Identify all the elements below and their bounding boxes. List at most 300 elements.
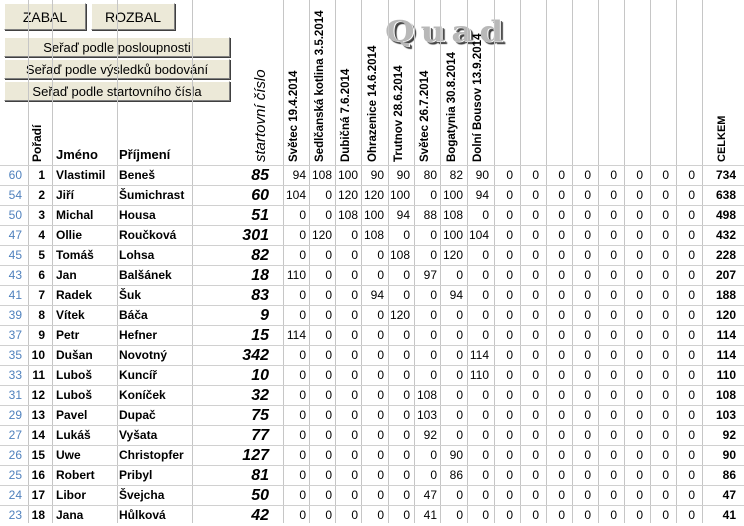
row-index: 41 <box>8 288 22 302</box>
score-cell: 0 <box>662 388 669 402</box>
name-cell: Michal <box>56 208 94 222</box>
rank-cell: 10 <box>31 348 45 362</box>
start-number-cell: 83 <box>251 287 269 304</box>
score-cell: 0 <box>377 348 384 362</box>
score-cell: 0 <box>403 368 410 382</box>
score-cell: 0 <box>558 248 565 262</box>
table-row <box>0 325 744 345</box>
score-cell: 0 <box>662 348 669 362</box>
table-row <box>0 485 744 505</box>
score-cell: 94 <box>396 208 410 222</box>
score-cell: 0 <box>688 208 695 222</box>
score-cell: 0 <box>299 408 306 422</box>
score-cell: 0 <box>456 308 463 322</box>
score-cell: 0 <box>299 468 306 482</box>
score-cell: 0 <box>403 328 410 342</box>
score-cell: 0 <box>325 428 332 442</box>
sort-by-order-button[interactable]: Seřaď podle posloupnosti <box>4 37 230 57</box>
start-number-cell: 51 <box>251 207 269 224</box>
score-cell: 0 <box>688 368 695 382</box>
score-cell: 120 <box>363 188 384 202</box>
score-cell: 0 <box>325 248 332 262</box>
score-cell: 0 <box>688 248 695 262</box>
score-cell: 0 <box>482 428 489 442</box>
row-index: 31 <box>8 388 22 402</box>
score-cell: 120 <box>389 308 410 322</box>
score-cell: 0 <box>532 208 539 222</box>
score-cell: 0 <box>482 288 489 302</box>
score-cell: 0 <box>325 488 332 502</box>
row-index: 25 <box>8 468 22 482</box>
table-row <box>0 405 744 425</box>
surname-cell: Koníček <box>119 388 166 402</box>
row-index: 47 <box>8 228 22 242</box>
score-cell: 0 <box>482 308 489 322</box>
score-cell: 0 <box>662 288 669 302</box>
start-number-cell: 85 <box>251 167 269 184</box>
row-index: 29 <box>8 408 22 422</box>
score-cell: 0 <box>325 388 332 402</box>
total-cell: 432 <box>715 228 736 242</box>
score-cell: 0 <box>299 308 306 322</box>
start-number-cell: 18 <box>251 267 269 284</box>
score-cell: 80 <box>423 168 437 182</box>
score-cell: 104 <box>285 188 306 202</box>
table-row <box>0 425 744 445</box>
score-cell: 0 <box>299 488 306 502</box>
score-cell: 0 <box>456 488 463 502</box>
name-cell: Radek <box>56 288 93 302</box>
score-cell: 0 <box>351 268 358 282</box>
score-cell: 0 <box>351 428 358 442</box>
total-cell: 498 <box>715 208 736 222</box>
table-header <box>0 0 744 165</box>
score-cell: 100 <box>442 188 463 202</box>
start-number-cell: 82 <box>251 247 269 264</box>
score-cell: 0 <box>532 468 539 482</box>
score-cell: 0 <box>636 388 643 402</box>
rank-cell: 1 <box>38 168 45 182</box>
start-number-cell: 9 <box>260 307 269 324</box>
score-cell: 0 <box>482 408 489 422</box>
score-cell: 0 <box>482 248 489 262</box>
score-cell: 0 <box>351 448 358 462</box>
score-cell: 0 <box>456 268 463 282</box>
score-cell: 0 <box>532 448 539 462</box>
score-cell: 97 <box>423 268 437 282</box>
score-cell: 0 <box>532 308 539 322</box>
score-cell: 0 <box>351 488 358 502</box>
total-cell: 110 <box>716 368 736 382</box>
score-cell: 0 <box>506 228 513 242</box>
rank-cell: 3 <box>38 208 45 222</box>
score-cell: 0 <box>558 348 565 362</box>
score-cell: 0 <box>403 508 410 522</box>
score-cell: 0 <box>558 188 565 202</box>
score-cell: 114 <box>286 328 306 342</box>
table-row <box>0 225 744 245</box>
rozbal-button[interactable]: ROZBAL <box>91 3 175 30</box>
score-cell: 0 <box>299 368 306 382</box>
name-cell: Vítek <box>56 308 85 322</box>
rank-cell: 9 <box>38 328 45 342</box>
score-cell: 0 <box>456 348 463 362</box>
score-cell: 41 <box>423 508 437 522</box>
table-row <box>0 345 744 365</box>
score-cell: 0 <box>688 508 695 522</box>
score-cell: 88 <box>423 208 437 222</box>
header-race-8: Dolní Bousov 13.9.2014 <box>472 33 484 162</box>
score-cell: 0 <box>325 468 332 482</box>
surname-cell: Vyšata <box>119 428 158 442</box>
score-cell: 0 <box>532 188 539 202</box>
rank-cell: 17 <box>31 488 45 502</box>
total-cell: 120 <box>715 308 736 322</box>
header-surname: Příjmení <box>119 147 171 162</box>
score-cell: 0 <box>377 408 384 422</box>
score-cell: 0 <box>688 288 695 302</box>
rank-cell: 18 <box>31 508 45 522</box>
score-cell: 0 <box>506 408 513 422</box>
score-cell: 0 <box>506 428 513 442</box>
score-cell: 0 <box>403 348 410 362</box>
surname-cell: Šuk <box>119 288 142 302</box>
sort-by-start-button[interactable]: Seřaď podle startovního čísla <box>4 81 230 101</box>
score-cell: 0 <box>532 168 539 182</box>
score-cell: 0 <box>558 368 565 382</box>
start-number-cell: 342 <box>242 347 269 364</box>
score-cell: 0 <box>532 328 539 342</box>
score-cell: 0 <box>532 488 539 502</box>
table-row <box>0 265 744 285</box>
table-row <box>0 385 744 405</box>
table-row <box>0 465 744 485</box>
rank-cell: 14 <box>31 428 45 442</box>
score-cell: 0 <box>584 508 591 522</box>
score-cell: 0 <box>506 268 513 282</box>
score-cell: 0 <box>377 488 384 502</box>
row-index: 27 <box>8 428 22 442</box>
total-cell: 108 <box>715 388 736 402</box>
surname-cell: Novotný <box>119 348 167 362</box>
score-cell: 0 <box>482 488 489 502</box>
score-cell: 0 <box>558 468 565 482</box>
score-cell: 0 <box>532 348 539 362</box>
score-cell: 0 <box>610 408 617 422</box>
table-row <box>0 165 744 185</box>
total-cell: 207 <box>715 268 736 282</box>
score-cell: 94 <box>475 188 489 202</box>
score-cell: 0 <box>456 428 463 442</box>
rank-cell: 8 <box>38 308 45 322</box>
score-cell: 0 <box>325 188 332 202</box>
score-cell: 0 <box>636 408 643 422</box>
name-cell: Lukáš <box>56 428 91 442</box>
score-cell: 0 <box>506 308 513 322</box>
score-cell: 0 <box>610 348 617 362</box>
score-cell: 0 <box>610 428 617 442</box>
score-cell: 0 <box>532 368 539 382</box>
sort-by-score-button[interactable]: Seřaď podle výsledků bodování <box>4 59 230 79</box>
score-cell: 0 <box>456 508 463 522</box>
score-cell: 90 <box>396 168 410 182</box>
start-number-cell: 77 <box>251 427 269 444</box>
score-cell: 0 <box>584 228 591 242</box>
score-cell: 0 <box>377 508 384 522</box>
score-cell: 0 <box>532 388 539 402</box>
score-cell: 0 <box>636 448 643 462</box>
header-race-1: Světec 19.4.2014 <box>288 70 300 162</box>
score-cell: 0 <box>584 188 591 202</box>
table-row <box>0 205 744 225</box>
score-cell: 0 <box>662 408 669 422</box>
score-cell: 0 <box>506 388 513 402</box>
score-cell: 0 <box>558 448 565 462</box>
score-cell: 0 <box>299 508 306 522</box>
score-cell: 0 <box>688 428 695 442</box>
start-number-cell: 60 <box>251 187 269 204</box>
score-cell: 0 <box>584 308 591 322</box>
score-cell: 0 <box>662 168 669 182</box>
score-cell: 0 <box>482 388 489 402</box>
score-cell: 0 <box>636 488 643 502</box>
score-cell: 0 <box>325 508 332 522</box>
start-number-cell: 75 <box>251 407 269 424</box>
score-cell: 0 <box>610 188 617 202</box>
header-race-3: Dubičná 7.6.2014 <box>340 68 352 162</box>
score-cell: 0 <box>377 468 384 482</box>
score-cell: 0 <box>636 428 643 442</box>
score-cell: 0 <box>662 328 669 342</box>
score-cell: 0 <box>377 308 384 322</box>
surname-cell: Šumichrast <box>119 188 185 202</box>
score-cell: 0 <box>456 328 463 342</box>
score-cell: 108 <box>337 208 358 222</box>
surname-cell: Kuncíř <box>119 368 158 382</box>
score-cell: 0 <box>351 288 358 302</box>
rank-cell: 11 <box>32 368 45 382</box>
score-cell: 0 <box>532 268 539 282</box>
header-name: Jméno <box>56 147 98 162</box>
surname-cell: Pribyl <box>119 468 153 482</box>
score-cell: 108 <box>311 168 332 182</box>
total-cell: 103 <box>715 408 736 422</box>
score-cell: 0 <box>532 228 539 242</box>
score-cell: 120 <box>311 228 332 242</box>
start-number-cell: 15 <box>251 327 269 344</box>
row-index: 37 <box>8 328 22 342</box>
total-cell: 41 <box>722 508 736 522</box>
score-cell: 0 <box>430 308 437 322</box>
score-cell: 0 <box>506 468 513 482</box>
name-cell: Robert <box>56 468 95 482</box>
score-cell: 0 <box>482 268 489 282</box>
score-cell: 0 <box>584 248 591 262</box>
row-index: 24 <box>8 488 22 502</box>
score-cell: 0 <box>610 368 617 382</box>
score-cell: 0 <box>299 388 306 402</box>
score-cell: 0 <box>299 228 306 242</box>
total-cell: 188 <box>715 288 736 302</box>
score-cell: 0 <box>662 188 669 202</box>
score-cell: 0 <box>584 288 591 302</box>
name-cell: Jiří <box>56 188 75 202</box>
score-cell: 0 <box>584 368 591 382</box>
score-cell: 0 <box>558 168 565 182</box>
score-cell: 0 <box>584 268 591 282</box>
row-index: 26 <box>8 448 22 462</box>
score-cell: 92 <box>423 428 437 442</box>
header-race-7: Bogatynia 30.8.2014 <box>446 52 458 162</box>
score-cell: 0 <box>377 328 384 342</box>
name-cell: Pavel <box>56 408 88 422</box>
surname-cell: Christopfer <box>119 448 184 462</box>
score-cell: 0 <box>482 328 489 342</box>
score-cell: 100 <box>442 228 463 242</box>
score-cell: 0 <box>506 248 513 262</box>
surname-cell: Roučková <box>119 228 177 242</box>
name-cell: Luboš <box>56 368 92 382</box>
score-cell: 0 <box>299 248 306 262</box>
header-total: CELKEM <box>716 115 728 162</box>
score-cell: 0 <box>506 288 513 302</box>
score-cell: 0 <box>430 448 437 462</box>
score-cell: 0 <box>377 368 384 382</box>
score-cell: 0 <box>403 488 410 502</box>
surname-cell: Beneš <box>119 168 156 182</box>
score-cell: 0 <box>558 488 565 502</box>
score-cell: 0 <box>688 448 695 462</box>
surname-cell: Lohsa <box>119 248 155 262</box>
score-cell: 0 <box>430 188 437 202</box>
score-cell: 108 <box>416 388 437 402</box>
score-cell: 0 <box>351 468 358 482</box>
surname-cell: Báča <box>119 308 148 322</box>
score-cell: 120 <box>442 248 463 262</box>
score-cell: 0 <box>506 208 513 222</box>
score-cell: 120 <box>337 188 358 202</box>
surname-cell: Švejcha <box>119 488 165 502</box>
rank-cell: 7 <box>38 288 45 302</box>
score-cell: 0 <box>430 468 437 482</box>
score-cell: 0 <box>351 328 358 342</box>
row-index: 33 <box>8 368 22 382</box>
name-cell: Luboš <box>56 388 92 402</box>
score-cell: 0 <box>662 248 669 262</box>
score-cell: 0 <box>430 228 437 242</box>
score-cell: 0 <box>351 228 358 242</box>
score-cell: 0 <box>456 408 463 422</box>
table-row <box>0 505 744 525</box>
surname-cell: Dupač <box>119 408 156 422</box>
total-cell: 47 <box>722 488 736 502</box>
header-start-number: startovní číslo <box>252 69 269 162</box>
score-cell: 0 <box>351 348 358 362</box>
score-cell: 0 <box>610 488 617 502</box>
score-cell: 0 <box>636 168 643 182</box>
score-cell: 0 <box>584 488 591 502</box>
score-cell: 0 <box>558 208 565 222</box>
name-cell: Jana <box>56 508 84 522</box>
score-cell: 0 <box>610 228 617 242</box>
rank-cell: 15 <box>31 448 45 462</box>
score-cell: 0 <box>299 288 306 302</box>
score-cell: 104 <box>468 228 489 242</box>
name-cell: Petr <box>56 328 80 342</box>
score-cell: 0 <box>299 428 306 442</box>
total-cell: 638 <box>715 188 736 202</box>
score-cell: 0 <box>325 268 332 282</box>
score-cell: 0 <box>403 228 410 242</box>
score-cell: 0 <box>351 388 358 402</box>
score-cell: 0 <box>636 268 643 282</box>
score-cell: 0 <box>610 168 617 182</box>
score-cell: 0 <box>482 508 489 522</box>
score-cell: 0 <box>351 248 358 262</box>
score-cell: 0 <box>351 408 358 422</box>
row-index: 35 <box>8 348 22 362</box>
score-cell: 82 <box>449 168 463 182</box>
score-cell: 0 <box>558 408 565 422</box>
score-cell: 0 <box>610 468 617 482</box>
rank-cell: 12 <box>31 388 45 402</box>
score-cell: 0 <box>636 348 643 362</box>
header-race-6: Světec 26.7.2014 <box>419 70 431 162</box>
header-race-4: Ohrazenice 14.6.2014 <box>367 45 379 162</box>
start-number-cell: 32 <box>251 387 269 404</box>
score-cell: 0 <box>610 328 617 342</box>
score-cell: 0 <box>325 368 332 382</box>
score-cell: 114 <box>469 348 489 362</box>
score-cell: 0 <box>584 328 591 342</box>
score-cell: 0 <box>377 428 384 442</box>
name-cell: Jan <box>56 268 77 282</box>
score-cell: 0 <box>456 388 463 402</box>
score-cell: 110 <box>286 268 306 282</box>
score-cell: 0 <box>688 468 695 482</box>
score-cell: 0 <box>636 288 643 302</box>
score-cell: 0 <box>325 348 332 362</box>
score-cell: 0 <box>299 208 306 222</box>
score-cell: 100 <box>337 168 358 182</box>
score-cell: 0 <box>584 348 591 362</box>
zabal-button[interactable]: ZABAL <box>4 3 86 30</box>
header-race-5: Trutnov 28.6.2014 <box>393 65 405 162</box>
score-cell: 0 <box>532 248 539 262</box>
score-cell: 0 <box>610 288 617 302</box>
score-cell: 0 <box>532 288 539 302</box>
score-cell: 0 <box>662 268 669 282</box>
score-cell: 0 <box>688 188 695 202</box>
name-cell: Tomáš <box>56 248 94 262</box>
score-cell: 94 <box>292 168 306 182</box>
score-cell: 0 <box>636 468 643 482</box>
rank-cell: 13 <box>31 408 45 422</box>
score-cell: 0 <box>377 448 384 462</box>
score-cell: 0 <box>636 248 643 262</box>
score-cell: 100 <box>389 188 410 202</box>
score-cell: 0 <box>403 268 410 282</box>
score-cell: 0 <box>636 308 643 322</box>
rank-cell: 6 <box>38 268 45 282</box>
score-cell: 0 <box>584 408 591 422</box>
score-cell: 90 <box>475 168 489 182</box>
score-cell: 0 <box>482 208 489 222</box>
score-cell: 0 <box>506 348 513 362</box>
score-cell: 0 <box>688 328 695 342</box>
score-cell: 0 <box>299 348 306 362</box>
name-cell: Ollie <box>56 228 83 242</box>
